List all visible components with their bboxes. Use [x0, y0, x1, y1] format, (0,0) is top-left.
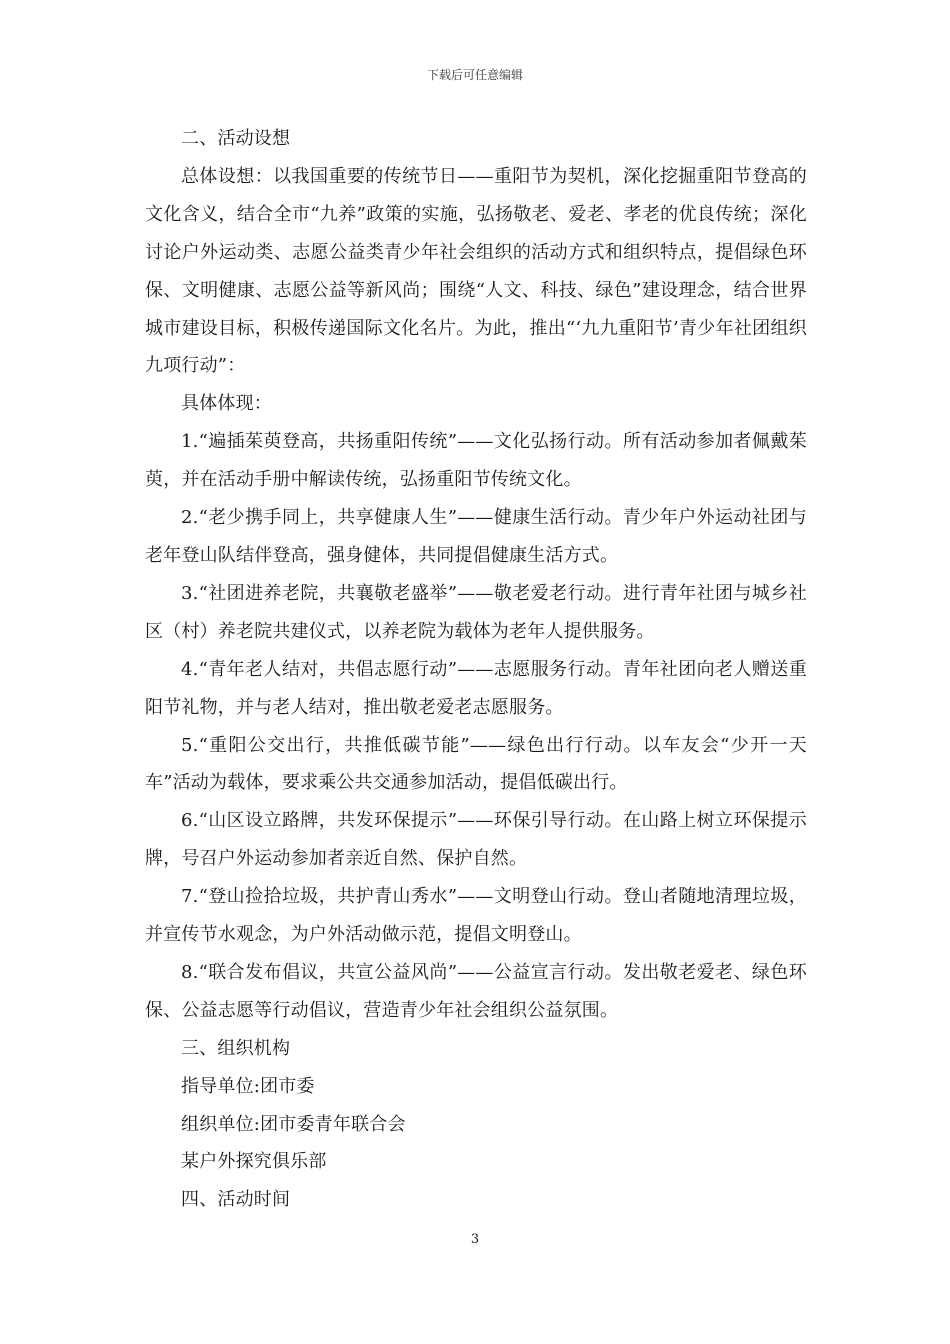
page-number: 3 — [470, 1232, 480, 1247]
list-item-action-7: 7.“登山捡拾垃圾，共护青山秀水”——文明登山行动。登山者随地清理垃圾，并宣传节水观念，为户外活动做示范，提倡文明登山。 — [145, 886, 807, 946]
paragraph-organizing-unit: 组织单位:团市委青年联合会 — [181, 1113, 406, 1135]
list-item-action-1: 1.“遍插茱萸登高，共扬重阳传统”——文化弘扬行动。所有活动参加者佩戴茱萸，并在活动手册中解读传统，弘扬重阳节传统文化。 — [145, 431, 807, 491]
list-item-action-4: 4.“青年老人结对，共倡志愿行动”——志愿服务行动。青年社团向老人赠送重阳节礼物，并与老人结对，推出敬老爱老志愿服务。 — [145, 658, 807, 718]
section-heading-activity-time: 四、活动时间 — [181, 1189, 291, 1211]
page-header-note: 下载后可任意编辑 — [426, 68, 523, 82]
section-heading-organization: 三、组织机构 — [181, 1037, 291, 1059]
paragraph-specific-label: 具体体现： — [181, 393, 272, 415]
paragraph-guiding-unit: 指导单位:团市委 — [181, 1075, 315, 1097]
list-item-action-8: 8.“联合发布倡议，共宣公益风尚”——公益宣言行动。发出敬老爱老、绿色环保、公益志愿等行动倡议，营造青少年社会组织公益氛围。 — [145, 961, 807, 1021]
document-body — [145, 120, 807, 1219]
list-item-action-6: 6.“山区设立路牌，共发环保提示”——环保引导行动。在山路上树立环保提示牌，号召户外运动参加者亲近自然、保护自然。 — [145, 810, 807, 870]
section-heading-activity-plan: 二、活动设想 — [181, 128, 291, 149]
list-item-action-2: 2.“老少携手同上，共享健康人生”——健康生活行动。青少年户外运动社团与老年登山队结伴登高，强身健体，共同提倡健康生活方式。 — [145, 507, 807, 566]
paragraph-club: 某户外探究俱乐部 — [181, 1151, 327, 1173]
list-item-action-5: 5.“重阳公交出行，共推低碳节能”——绿色出行行动。以车友会“少开一天车”活动为载体，要求乘公共交通参加活动，提倡低碳出行。 — [145, 734, 807, 794]
paragraph-overall-plan: 总体设想：以我国重要的传统节日——重阳节为契机，深化挖掘重阳节登高的文化含义，结合全市“九养”政策的实施，弘扬敬老、爱老、孝老的优良传统；深化讨论户外运动类、志愿公益类青少年社会组织的活动方式和组织特点，提倡绿色环保、文明健康、志愿公益等新风尚；围绕“人文、科技、绿色”建设理念，结合世界城市建设目标，积极传递国际文化名片。为此，推出“‘九九重阳节’青少年社团组织九项行动”： — [145, 165, 807, 377]
list-item-action-3: 3.“社团进养老院，共襄敬老盛举”——敬老爱老行动。进行青年社团与城乡社区（村）养老院共建仪式，以养老院为载体为老年人提供服务。 — [145, 582, 807, 642]
